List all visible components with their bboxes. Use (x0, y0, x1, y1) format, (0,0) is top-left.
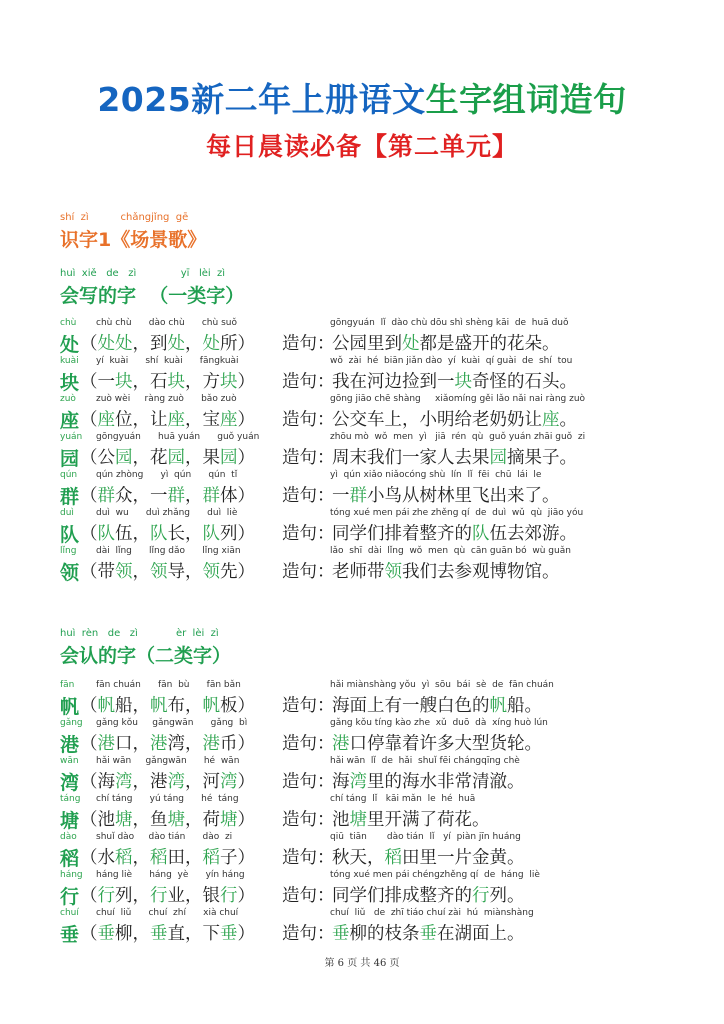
sentence-label: 造句： (282, 848, 335, 868)
new-character: 园 (60, 448, 80, 470)
section2-pinyin: huì rèn de zì èr lèi zì (60, 628, 219, 639)
word-row (60, 908, 680, 944)
example-sentence: 公园里到处都是盛开的花朵。 (332, 334, 560, 354)
page-title (0, 74, 724, 121)
sentence-label: 造句： (282, 562, 335, 582)
words-pinyin: fān chuán fān bù fān bǎn (96, 680, 241, 690)
example-sentence: 池塘里开满了荷花。 (332, 810, 490, 830)
word-group: （处处，到处，处所） (80, 334, 255, 354)
new-character: 帆 (60, 696, 80, 718)
page-footer: 第 6 页 共 46 页 (324, 958, 400, 969)
word-group: （座位，让座，宝座） (80, 410, 255, 430)
char-pinyin: duì (60, 508, 74, 518)
word-row (60, 832, 680, 868)
char-pinyin: kuài (60, 356, 79, 366)
new-character: 块 (60, 372, 80, 394)
word-group: （公园，花园，果园） (80, 448, 255, 468)
word-row (60, 356, 680, 392)
words-pinyin: chuí liǔ chuí zhí xià chuí (96, 908, 239, 918)
word-group: （池塘，鱼塘，荷塘） (80, 810, 255, 830)
sentence-label: 造句： (282, 810, 335, 830)
word-row (60, 756, 680, 792)
sentence-label: 造句： (282, 524, 335, 544)
section1-heading (60, 268, 244, 308)
word-group: （港口，港湾，港币） (80, 734, 255, 754)
char-pinyin: yuán (60, 432, 83, 442)
sentence-pinyin: lǎo shī dài lǐng wǒ men qù cān guān bó wù guǎn (330, 546, 571, 556)
words-pinyin: zuò wèi ràng zuò bǎo zuò (96, 394, 237, 404)
example-sentence: 一群小鸟从树林里飞出来了。 (332, 486, 560, 506)
sentence-pinyin: chuí liǔ de zhī tiáo chuí zài hú miànshàng (330, 908, 534, 918)
word-row (60, 508, 680, 544)
word-group: （帆船，帆布，帆板） (80, 696, 255, 716)
sentence-pinyin: tóng xué men pái zhe zhěng qí de duì wǔ qù jiāo yóu (330, 508, 584, 518)
example-sentence: 海湾里的海水非常清澈。 (332, 772, 525, 792)
example-sentence: 老师带领我们去参观博物馆。 (332, 562, 560, 582)
words-pinyin: shuǐ dào dào tián dào zi (96, 832, 233, 842)
section1-title: 会写的字 （一类字） (60, 285, 245, 307)
word-row (60, 680, 680, 716)
example-sentence: 公交车上，小明给老奶奶让座。 (332, 410, 577, 430)
sentence-pinyin: qiū tiān dào tián lǐ yí piàn jīn huáng (330, 832, 521, 842)
word-row (60, 394, 680, 430)
char-pinyin: wān (60, 756, 79, 766)
char-pinyin: chù (60, 318, 77, 328)
char-pinyin: lǐng (60, 546, 77, 556)
example-sentence: 港口停靠着许多大型货轮。 (332, 734, 542, 754)
example-sentence: 周末我们一家人去果园摘果子。 (332, 448, 577, 468)
new-character: 领 (60, 562, 80, 584)
lesson-title: 识字1《场景歌》 (60, 229, 207, 251)
word-row (60, 870, 680, 906)
example-sentence: 海面上有一艘白色的帆船。 (332, 696, 542, 716)
new-character: 群 (60, 486, 80, 508)
word-group: （群众，一群，群体） (80, 486, 255, 506)
word-group: （海湾，港湾，河湾） (80, 772, 255, 792)
new-character: 队 (60, 524, 80, 546)
sentence-pinyin: zhōu mò wǒ men yì jiā rén qù guǒ yuán zhāi guǒ zi (330, 432, 586, 442)
example-sentence: 垂柳的枝条垂在湖面上。 (332, 924, 525, 944)
word-row (60, 794, 680, 830)
words-pinyin: gǎng kǒu gǎngwān gǎng bì (96, 718, 248, 728)
lesson-heading (60, 212, 206, 252)
sentence-pinyin: hǎi wān lǐ de hǎi shuǐ fēi chángqīng chè (330, 756, 520, 766)
sentence-pinyin: gōng jiāo chē shàng xiǎomíng gěi lǎo nǎi nai ràng zuò (330, 394, 586, 404)
char-pinyin: chuí (60, 908, 79, 918)
words-pinyin: hǎi wān gǎngwān hé wān (96, 756, 240, 766)
sentence-label: 造句： (282, 924, 335, 944)
word-row (60, 432, 680, 468)
sentence-label: 造句： (282, 372, 335, 392)
sentence-label: 造句： (282, 334, 335, 354)
sentence-label: 造句： (282, 886, 335, 906)
word-row (60, 318, 680, 354)
example-sentence: 秋天，稻田里一片金黄。 (332, 848, 525, 868)
new-character: 塘 (60, 810, 80, 832)
word-group: （队伍，队长，队列） (80, 524, 255, 544)
word-group: （水稻，稻田，稻子） (80, 848, 255, 868)
words-pinyin: yí kuài shí kuài fāngkuài (96, 356, 239, 366)
new-character: 座 (60, 410, 80, 432)
words-pinyin: qún zhòng yì qún qún tǐ (96, 470, 238, 480)
words-pinyin: chí táng yú táng hé táng (96, 794, 239, 804)
word-row (60, 718, 680, 754)
sentence-pinyin: gǎng kǒu tíng kào zhe xǔ duō dà xíng huò lún (330, 718, 548, 728)
words-pinyin: dài lǐng lǐng dǎo lǐng xiān (96, 546, 241, 556)
new-character: 行 (60, 886, 80, 908)
words-pinyin: gōngyuán huā yuán guǒ yuán (96, 432, 260, 442)
word-group: （一块，石块，方块） (80, 372, 255, 392)
sentence-pinyin: chí táng lǐ kāi mǎn le hé huā (330, 794, 476, 804)
new-character: 垂 (60, 924, 80, 946)
title-part2: 生字组词造句 (425, 80, 627, 119)
sentence-pinyin: yì qún xiǎo niǎocóng shù lín lǐ fēi chū lái le (330, 470, 542, 480)
sentence-pinyin: gōngyuán lǐ dào chù dōu shì shèng kāi de huā duǒ (330, 318, 569, 328)
sentence-label: 造句： (282, 410, 335, 430)
example-sentence: 我在河边捡到一块奇怪的石头。 (332, 372, 577, 392)
word-row (60, 470, 680, 506)
lesson-pinyin: shí zì chǎngjǐng gē (60, 212, 189, 223)
section2-title: 会认的字（二类字） (60, 645, 232, 667)
sentence-pinyin: tóng xué men pái chéngzhěng qí de háng liè (330, 870, 540, 880)
sentence-label: 造句： (282, 772, 335, 792)
words-pinyin: háng liè háng yè yín háng (96, 870, 245, 880)
sentence-label: 造句： (282, 734, 335, 754)
words-pinyin: duì wu duì zhǎng duì liè (96, 508, 238, 518)
char-pinyin: dào (60, 832, 77, 842)
section2-heading (60, 628, 231, 668)
word-row (60, 546, 680, 582)
new-character: 处 (60, 334, 80, 356)
word-group: （带领，领导，领先） (80, 562, 255, 582)
char-pinyin: fān (60, 680, 75, 690)
words-pinyin: chù chù dào chù chù suǒ (96, 318, 237, 328)
section1-pinyin: huì xiě de zì yī lèi zì (60, 268, 226, 279)
word-group: （垂柳，垂直，下垂） (80, 924, 255, 944)
new-character: 稻 (60, 848, 80, 870)
sentence-label: 造句： (282, 448, 335, 468)
sentence-pinyin: hǎi miànshàng yǒu yì sōu bái sè de fān chuán (330, 680, 554, 690)
char-pinyin: zuò (60, 394, 76, 404)
page-subtitle: 每日晨读必备【第二单元】 (205, 132, 518, 161)
sentence-label: 造句： (282, 486, 335, 506)
sentence-label: 造句： (282, 696, 335, 716)
char-pinyin: háng (60, 870, 83, 880)
new-character: 港 (60, 734, 80, 756)
sentence-pinyin: wǒ zài hé biān jiǎn dào yí kuài qí guài de shí tou (330, 356, 573, 366)
char-pinyin: qún (60, 470, 78, 480)
new-character: 湾 (60, 772, 80, 794)
example-sentence: 同学们排成整齐的行列。 (332, 886, 525, 906)
title-part1: 2025新二年上册语文 (97, 80, 426, 119)
char-pinyin: táng (60, 794, 81, 804)
example-sentence: 同学们排着整齐的队伍去郊游。 (332, 524, 577, 544)
word-group: （行列，行业，银行） (80, 886, 255, 906)
char-pinyin: gǎng (60, 718, 83, 728)
